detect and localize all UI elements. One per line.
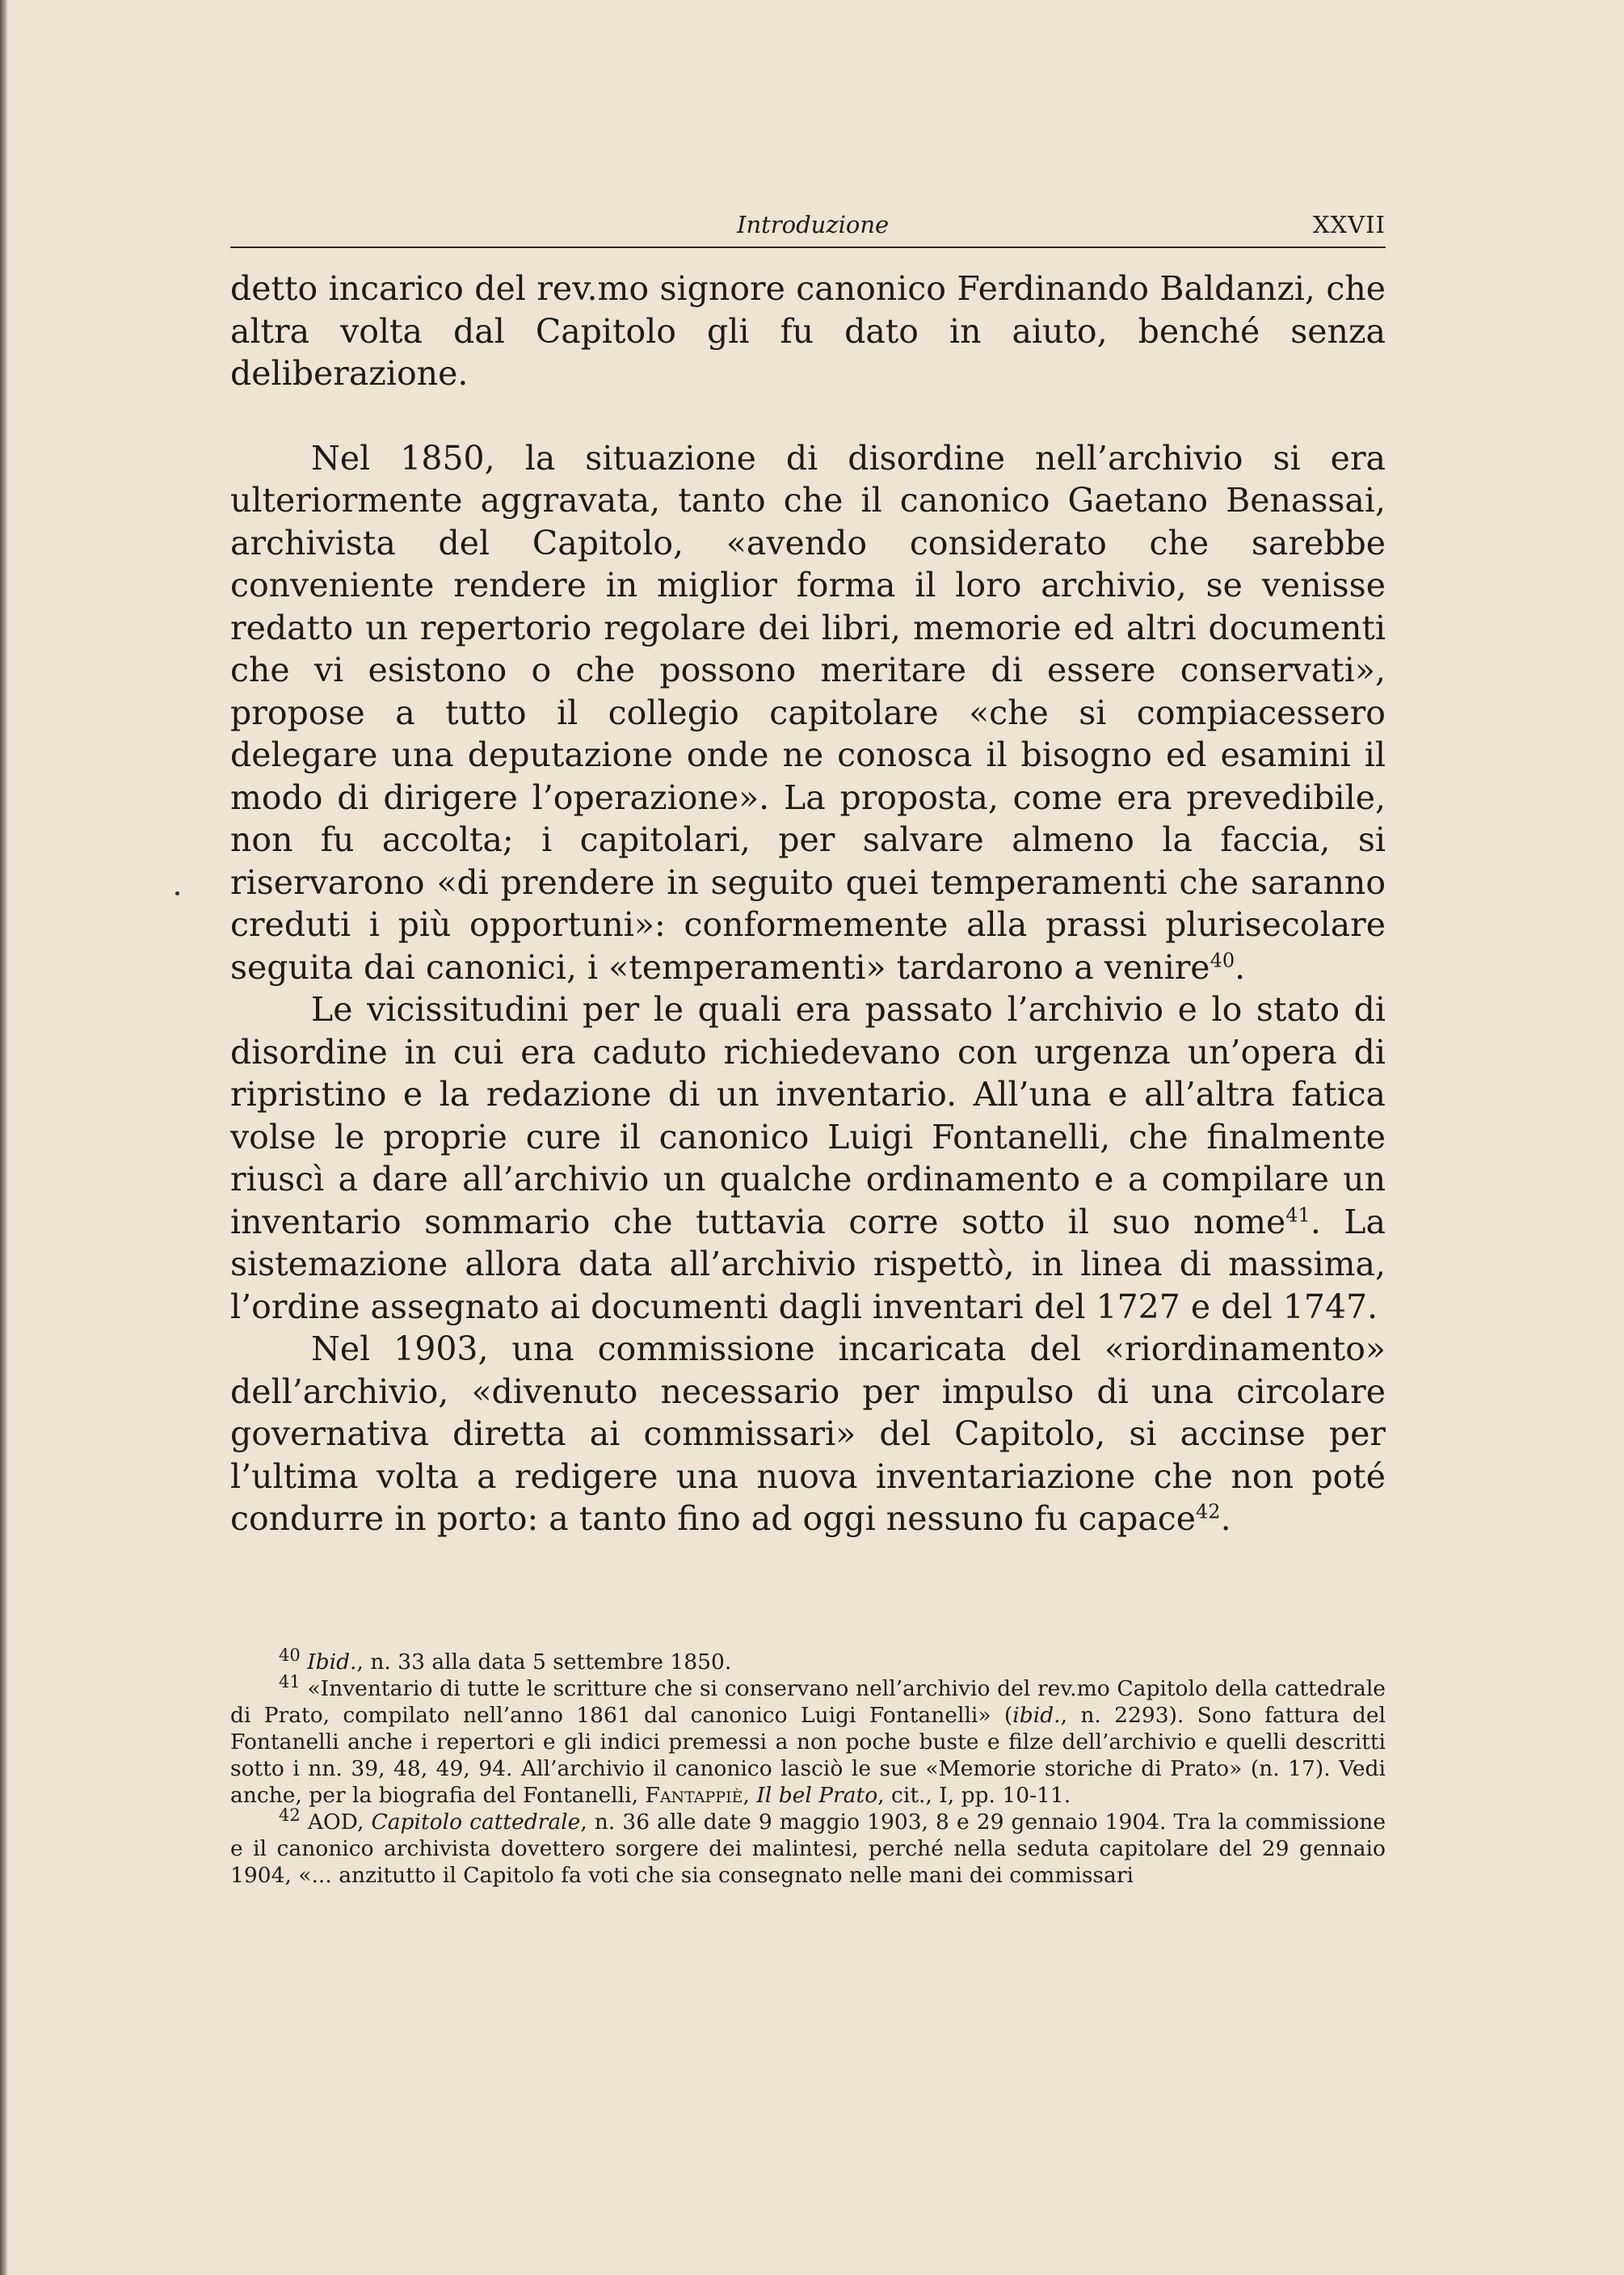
chapter-title: Introduzione bbox=[737, 211, 890, 238]
footnote-ref-41: 41 bbox=[1285, 1203, 1311, 1226]
footnotes bbox=[230, 1645, 1386, 1889]
footnote-40: $^{40}$ Ibid., n. 33 alla data 5 settembre 1850. bbox=[279, 1645, 732, 1675]
footnote-42: $^{42}$ AOD, Capitolo cattedrale, n. 36 alle date 9 maggio 1903, 8 e 29 gennaio 1904. Tra la commissione e il canonico archivista dovettero sorgere dei malintesi, perché nella seduta capitolare del 29 gennaio 1904, «... anzitutto il Capitolo fa voti che sia consegnato nelle mani dei commissari bbox=[230, 1805, 1386, 1888]
margin-mark bbox=[175, 891, 179, 895]
paragraph-1: detto incarico del rev.mo signore canonico Ferdinando Baldanzi, che altra volta dal Capitolo gli fu dato in aiuto, benché senza deliberazione. bbox=[230, 269, 1386, 393]
main-text bbox=[230, 268, 1386, 1540]
footnote-ref-42: 42 bbox=[1196, 1500, 1221, 1523]
running-header bbox=[230, 206, 1386, 248]
paragraph-3: Le vicissitudini per le quali era passato l’archivio e lo stato di disordine in cui era caduto richiedevano con urgenza un’opera di ripristino e la redazione di un inventario. All’una e all’altra fatica volse le proprie cure il canonico Luigi Fontanelli, che finalmente riuscì a dare all’archivio un qualche ordinamento e a compilare un inventario sommario che tuttavia corre sotto il suo nome$^{41}$. La sistemazione allora data all’archivio rispettò, in linea di massima, l’ordine assegnato ai documenti dagli inventari del 1727 e del 1747. bbox=[230, 990, 1386, 1326]
page-number: XXVII bbox=[1312, 211, 1386, 238]
paragraph-2: Nel 1850, la situazione di disordine nell’archivio si era ulteriormente aggravata, tanto che il canonico Gaetano Benassai, archivista del Capitolo, «avendo considerato che sarebbe conveniente rendere in miglior forma il loro archivio, se venisse redatto un repertorio regolare dei libri, memorie ed altri documenti che vi esistono o che possono meritare di essere conservati», propose a tutto il collegio capitolare «che si compiacessero delegare una deputazione onde ne conosca il bisogno ed esamini il modo di dirigere l’operazione». La proposta, come era prevedibile, non fu accolta; i capitolari, per salvare almeno la faccia, si riservarono «di prendere in seguito quei temperamenti che saranno creduti i più opportuni»: conformemente alla prassi plurisecolare seguita dai canonici, i «temperamenti» tardarono a venire$^{40}$. bbox=[230, 438, 1386, 987]
book-spine-shadow bbox=[0, 0, 8, 2275]
footnote-41: $^{41}$ «Inventario di tutte le scritture che si conservano nell’archivio del rev.mo Capitolo della cattedrale di Prato, compilato nell’anno 1861 dal canonico Luigi Fontanelli» (ibid., n. 2293). Sono fattura del Fontanelli anche i repertori e gli indici premessi a non poche buste e filze dell’archivio e quelli descritti sotto i nn. 39, 48, 49, 94. All’archivio il canonico lasciò le sue «Memorie storiche di Prato» (n. 17). Vedi anche, per la biografia del Fontanelli, Fantappiè, Il bel Prato, cit., I, pp. 10-11. bbox=[230, 1672, 1386, 1808]
footnote-ref-40: 40 bbox=[1210, 948, 1235, 971]
page bbox=[230, 206, 1386, 1540]
paragraph-4: Nel 1903, una commissione incaricata del «riordinamento» dell’archivio, «divenuto necessario per impulso di una circolare governativa diretta ai commissari» del Capitolo, si accinse per l’ultima volta a redigere una nuova inventariazione che non poté condurre in porto: a tanto fino ad oggi nessuno fu capace$^{42}$. bbox=[230, 1329, 1386, 1538]
